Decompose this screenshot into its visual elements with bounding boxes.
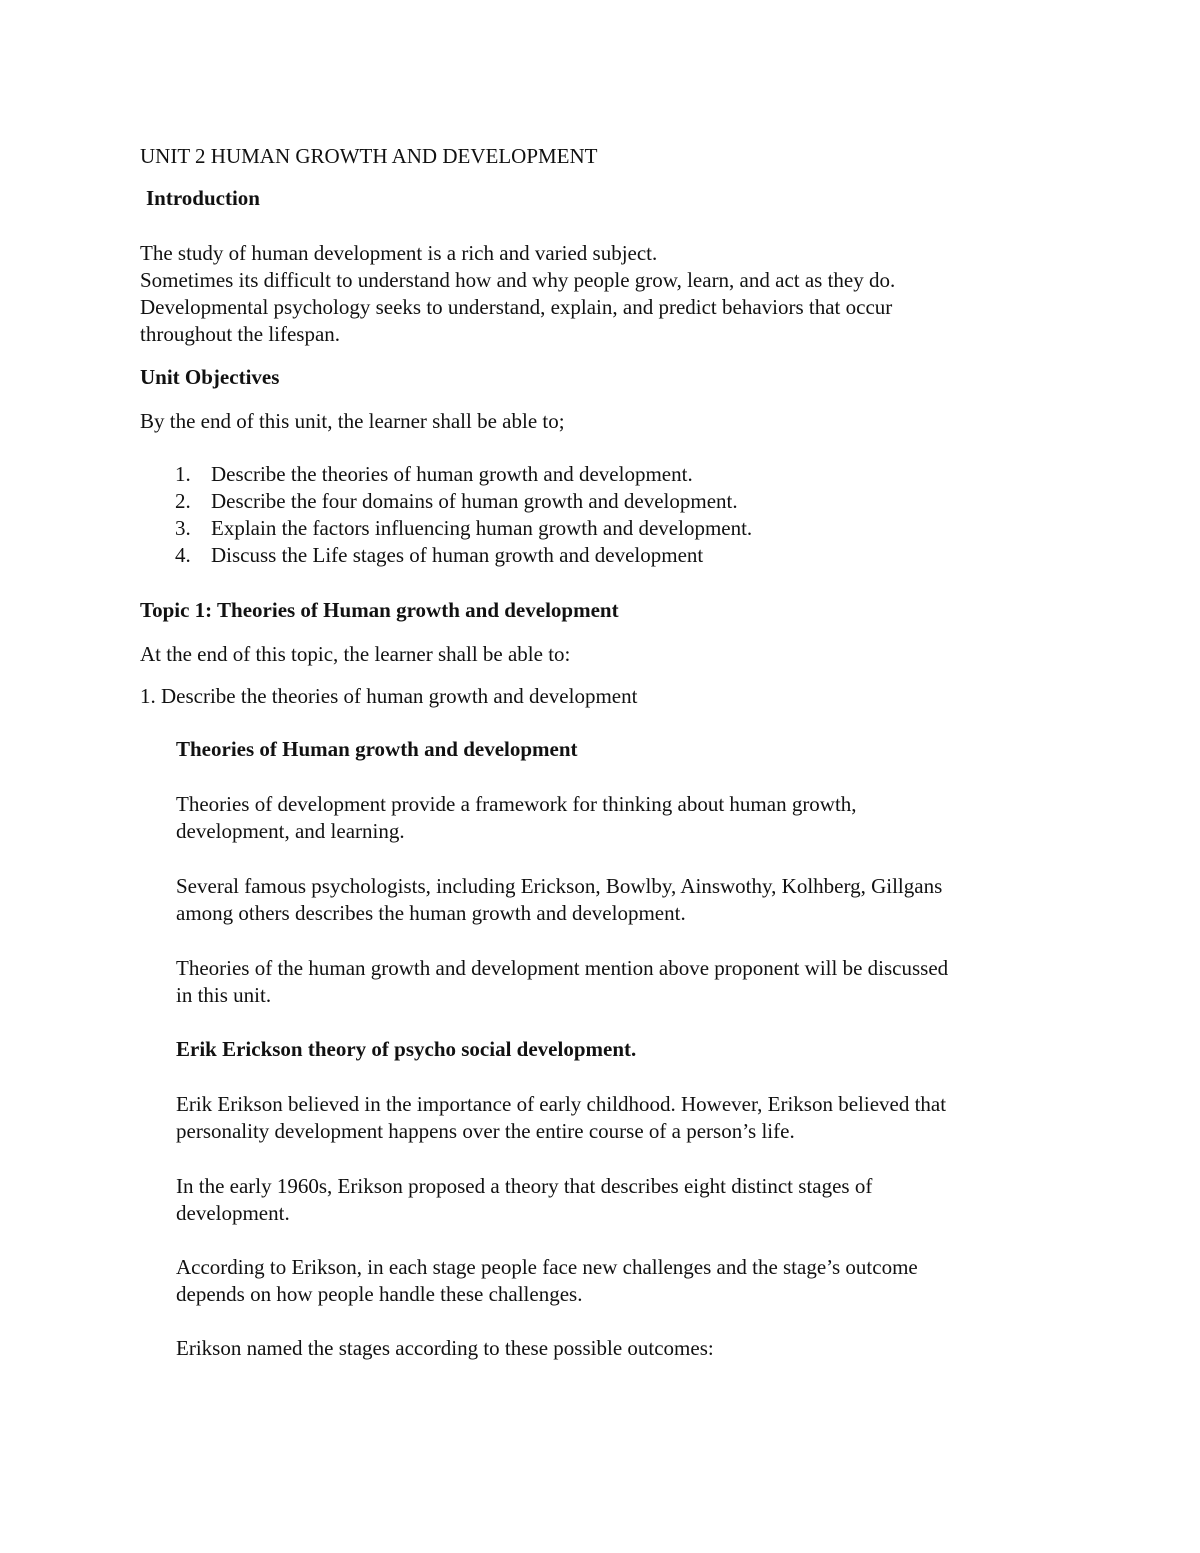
paragraph-line: Theories of development provide a framework for thinking about human growth, xyxy=(176,792,857,816)
unit-objectives-heading: Unit Objectives xyxy=(140,365,280,389)
theories-paragraph xyxy=(176,791,857,845)
paragraph-line: development. xyxy=(176,1201,290,1225)
paragraph-line: among others describes the human growth and development. xyxy=(176,901,686,925)
paragraph-line: Erik Erikson believed in the importance of early childhood. However, Erikson believed that xyxy=(176,1092,947,1116)
topic1-lead: At the end of this topic, the learner shall be able to: xyxy=(140,642,571,666)
introduction-line: Sometimes its difficult to understand how and why people grow, learn, and act as they do. xyxy=(140,268,896,292)
list-number: 4. xyxy=(175,543,191,567)
topic1-heading: Topic 1: Theories of Human growth and development xyxy=(140,598,619,622)
paragraph-line: depends on how people handle these challenges. xyxy=(176,1282,583,1306)
paragraph-line: According to Erikson, in each stage people face new challenges and the stage’s outcome xyxy=(176,1255,918,1279)
theories-heading: Theories of Human growth and development xyxy=(176,737,578,761)
topic1-objective: 1. Describe the theories of human growth and development xyxy=(140,684,638,708)
erikson-paragraph xyxy=(176,1254,918,1308)
theories-paragraph xyxy=(176,873,942,927)
introduction-paragraph xyxy=(140,240,895,348)
paragraph-line: Theories of the human growth and development mention above proponent will be discussed xyxy=(176,956,949,980)
paragraph-line: Several famous psychologists, including Erickson, Bowlby, Ainswothy, Kolhberg, Gillgans xyxy=(176,874,943,898)
list-number: 2. xyxy=(175,489,191,513)
introduction-heading: Introduction xyxy=(146,186,260,210)
erikson-paragraph xyxy=(176,1173,872,1227)
paragraph-line: development, and learning. xyxy=(176,819,405,843)
theories-paragraph xyxy=(176,955,948,1009)
erikson-paragraph xyxy=(176,1091,946,1145)
erikson-heading: Erik Erickson theory of psycho social development. xyxy=(176,1037,637,1061)
introduction-line: Developmental psychology seeks to understand, explain, and predict behaviors that occur xyxy=(140,295,893,319)
paragraph-line: in this unit. xyxy=(176,983,272,1007)
list-number: 1. xyxy=(175,462,191,486)
list-text: Describe the theories of human growth and development. xyxy=(211,462,693,486)
unit-objectives-lead: By the end of this unit, the learner shall be able to; xyxy=(140,409,565,433)
list-number: 3. xyxy=(175,516,191,540)
paragraph-line: personality development happens over the entire course of a person’s life. xyxy=(176,1119,795,1143)
paragraph-line: In the early 1960s, Erikson proposed a theory that describes eight distinct stages of xyxy=(176,1174,873,1198)
list-text: Explain the factors influencing human growth and development. xyxy=(211,516,753,540)
unit-title: UNIT 2 HUMAN GROWTH AND DEVELOPMENT xyxy=(140,144,598,168)
erikson-paragraph: Erikson named the stages according to these possible outcomes: xyxy=(176,1336,714,1360)
introduction-line: The study of human development is a rich and varied subject. xyxy=(140,241,658,265)
list-text: Discuss the Life stages of human growth and development xyxy=(211,543,704,567)
list-text: Describe the four domains of human growth and development. xyxy=(211,489,738,513)
introduction-line: throughout the lifespan. xyxy=(140,322,341,346)
